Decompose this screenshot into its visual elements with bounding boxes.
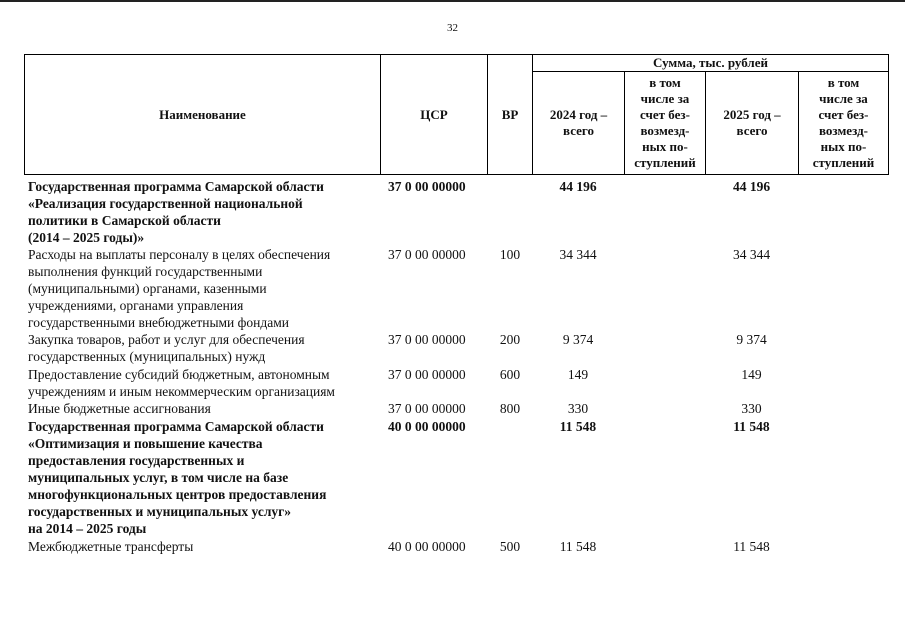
row-name-line: учреждениям и иным некоммерческим организациям xyxy=(28,384,335,399)
row-name-line: Государственная программа Самарской области xyxy=(28,179,324,194)
row-name-line: на 2014 – 2025 годы xyxy=(28,521,147,536)
header-line: счет без- xyxy=(640,107,690,122)
page-number: 32 xyxy=(447,22,458,34)
header-line: в том xyxy=(827,75,860,90)
header-line: ных по- xyxy=(820,139,867,154)
row-name-line: предоставления государственных и xyxy=(28,453,245,468)
header-line: всего xyxy=(563,123,594,138)
row-name-line: Закупка товаров, работ и услуг для обеспечения xyxy=(28,332,305,347)
row-sum-2024: 34 344 xyxy=(559,247,597,262)
top-rule xyxy=(0,0,905,2)
row-name-line: (муниципальными) органами, казенными xyxy=(28,281,267,296)
row-name-line: выполнения функций государственными xyxy=(28,264,263,279)
header-cell-text xyxy=(723,107,780,139)
row-vr: 200 xyxy=(499,332,521,347)
row-sum-2025: 44 196 xyxy=(732,179,771,194)
row-csr: 37 0 00 00000 xyxy=(388,332,466,347)
header-name: Наименование xyxy=(24,54,381,175)
header-line: всего xyxy=(736,123,768,138)
header-2024-free xyxy=(624,71,706,175)
row-sum-2025: 149 xyxy=(741,367,762,382)
row-name-line: Расходы на выплаты персоналу в целях обеспечения xyxy=(28,247,331,262)
header-2025-total xyxy=(705,71,799,175)
row-sum-2025: 11 548 xyxy=(733,539,770,554)
header-csr: ЦСР xyxy=(380,54,488,175)
row-name-line: учреждениями, органами управления xyxy=(28,298,244,313)
row-sum-2024: 330 xyxy=(567,401,589,416)
row-name-line: Межбюджетные трансферты xyxy=(28,539,194,554)
row-vr: 500 xyxy=(499,539,521,554)
header-line: возмезд- xyxy=(640,123,690,138)
row-name xyxy=(28,331,378,365)
row-name-line: Государственная программа Самарской области xyxy=(28,419,324,434)
row-sum-2024: 9 374 xyxy=(562,332,594,347)
header-line: ступлений xyxy=(634,155,696,170)
row-name-line: государственных и муниципальных услуг» xyxy=(28,504,292,519)
row-vr: 600 xyxy=(499,367,521,382)
row-csr: 37 0 00 00000 xyxy=(388,401,466,416)
row-name-line: государственными внебюджетными фондами xyxy=(28,315,290,330)
row-name-line: муниципальных услуг, в том числе на базе xyxy=(28,470,289,485)
header-cell-text xyxy=(813,75,875,171)
row-name xyxy=(28,366,378,400)
row-name-line: Иные бюджетные ассигнования xyxy=(28,401,211,416)
row-sum-2025: 330 xyxy=(741,401,762,416)
header-sum-group: Сумма, тыс. рублей xyxy=(532,54,889,72)
row-name-line: Предоставление субсидий бюджетным, автономным xyxy=(28,367,330,382)
row-csr: 37 0 00 00000 xyxy=(388,179,466,194)
row-name-line: (2014 – 2025 годы)» xyxy=(28,230,145,245)
row-name xyxy=(28,246,378,331)
row-vr: 800 xyxy=(499,401,521,416)
row-name-line: государственных (муниципальных) нужд xyxy=(28,349,266,364)
header-line: в том xyxy=(649,75,681,90)
row-name xyxy=(28,400,378,417)
row-sum-2025: 11 548 xyxy=(733,419,770,434)
header-line: ных по- xyxy=(642,139,688,154)
row-name xyxy=(28,178,378,246)
row-sum-2025: 34 344 xyxy=(732,247,771,262)
row-vr: 100 xyxy=(499,247,521,262)
header-line: 2025 год – xyxy=(723,107,781,122)
row-csr: 37 0 00 00000 xyxy=(388,367,466,382)
header-vr: ВР xyxy=(487,54,533,175)
header-cell-text xyxy=(550,107,607,139)
header-line: возмезд- xyxy=(818,123,868,138)
row-name-line: «Реализация государственной национальной xyxy=(28,196,303,211)
header-line: счет без- xyxy=(818,107,869,122)
row-csr: 37 0 00 00000 xyxy=(388,247,466,262)
row-sum-2024: 44 196 xyxy=(559,179,597,194)
row-sum-2025: 9 374 xyxy=(736,332,767,347)
row-name xyxy=(28,538,378,555)
header-2024-total xyxy=(532,71,625,175)
row-name-line: «Оптимизация и повышение качества xyxy=(28,436,263,451)
row-csr: 40 0 00 00000 xyxy=(388,539,466,554)
header-line: числе за xyxy=(640,91,690,106)
row-name-line: политики в Самарской области xyxy=(28,213,221,228)
header-2025-free xyxy=(798,71,889,175)
row-csr: 40 0 00 00000 xyxy=(388,419,466,434)
row-name xyxy=(28,418,378,537)
row-sum-2024: 11 548 xyxy=(559,419,597,434)
row-sum-2024: 11 548 xyxy=(559,539,597,554)
header-cell-text xyxy=(634,75,696,171)
header-line: числе за xyxy=(819,91,868,106)
header-line: ступлений xyxy=(812,155,875,170)
row-name-line: многофункциональных центров предоставления xyxy=(28,487,327,502)
row-sum-2024: 149 xyxy=(567,367,589,382)
header-line: 2024 год – xyxy=(549,107,608,122)
